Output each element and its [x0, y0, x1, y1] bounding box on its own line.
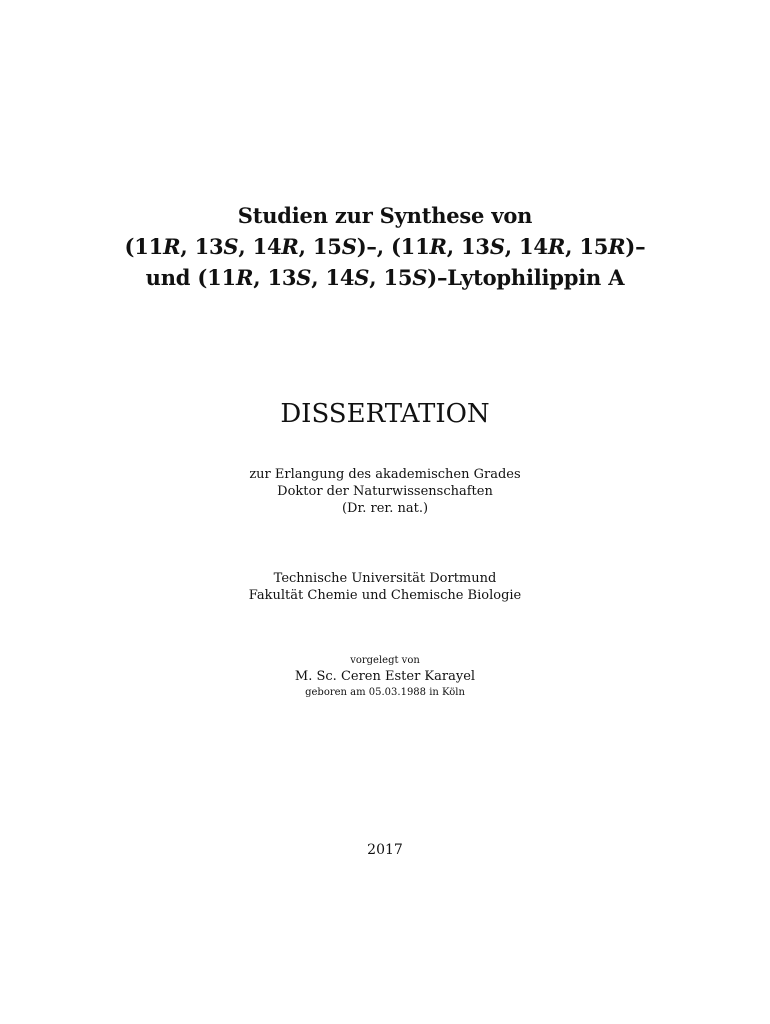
title-text: )–Lytophilippin A: [427, 265, 625, 290]
title-text: )–: [625, 234, 646, 259]
university-name: Technische Universität Dortmund: [273, 571, 497, 586]
stereo-descriptor: R: [281, 234, 299, 259]
title-text: , 14: [238, 234, 282, 259]
stereo-descriptor: S: [223, 234, 239, 259]
title-text: und (11: [145, 265, 236, 290]
title-line-2: [0, 231, 770, 262]
title-line-3: [0, 262, 770, 293]
title-text: , 14: [504, 234, 548, 259]
degree-line-2: Doktor der Naturwissenschaften: [277, 484, 493, 499]
stereo-descriptor: S: [296, 265, 312, 290]
degree-line-3: (Dr. rer. nat.): [341, 501, 429, 516]
title-line-1: Studien zur Synthese von: [237, 203, 533, 228]
title-text: (11: [124, 234, 164, 259]
title-text: , 15: [369, 265, 413, 290]
author-name: M. Sc. Ceren Ester Karayel: [294, 669, 476, 684]
dissertation-title: [0, 200, 770, 293]
stereo-descriptor: S: [489, 234, 505, 259]
degree-info: [0, 466, 770, 517]
institution-info: [0, 570, 770, 604]
stereo-descriptor: S: [341, 234, 357, 259]
degree-line-1: zur Erlangung des akademischen Grades: [249, 467, 521, 482]
stereo-descriptor: R: [163, 234, 181, 259]
author-info: [0, 654, 770, 700]
title-text: , 15: [298, 234, 342, 259]
stereo-descriptor: R: [429, 234, 447, 259]
stereo-descriptor: R: [235, 265, 254, 290]
title-text: , 15: [565, 234, 609, 259]
title-text: , 13: [446, 234, 490, 259]
stereo-descriptor: S: [412, 265, 428, 290]
document-type-heading: DISSERTATION: [280, 399, 490, 429]
stereo-descriptor: R: [547, 234, 566, 259]
title-text: )–, (11: [356, 234, 430, 259]
title-text: , 13: [180, 234, 224, 259]
author-birth-info: geboren am 05.03.1988 in Köln: [305, 687, 465, 698]
title-text: , 14: [311, 265, 355, 290]
publication-year: 2017: [367, 842, 403, 858]
stereo-descriptor: S: [354, 265, 370, 290]
stereo-descriptor: R: [608, 234, 626, 259]
faculty-name: Fakultät Chemie und Chemische Biologie: [248, 588, 522, 603]
presented-by-label: vorgelegt von: [350, 655, 420, 666]
title-text: , 13: [253, 265, 297, 290]
